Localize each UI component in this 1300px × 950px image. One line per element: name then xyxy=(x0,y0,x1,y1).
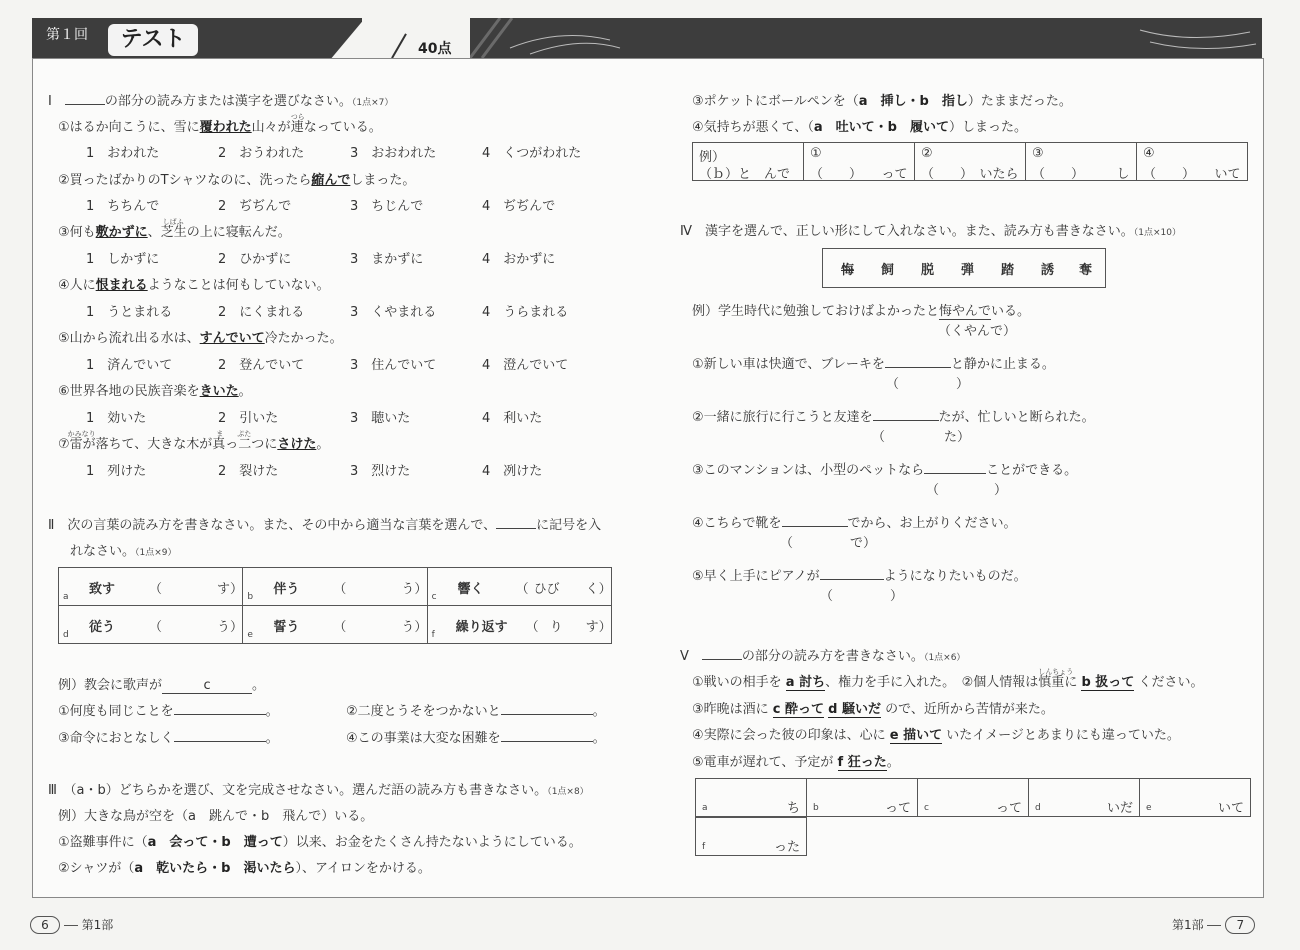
s4-q3: ③このマンションは、小型のペットなら ことができる。 xyxy=(692,463,1078,478)
s4-example: 例）学生時代に勉強しておけばよかったと悔やんでいる。 xyxy=(692,300,1030,320)
s2-example: 例）教会に歌声が c 。 xyxy=(58,678,266,693)
s4-q3-reading-close: ） xyxy=(994,483,1008,498)
section-3-heading: Ⅲ （a・b）どちらかを選び、文を完成させなさい。選んだ語の読み方も書きなさい。（1点×8） xyxy=(48,783,589,798)
s1-q1: ①はるか向こうに、雪に覆われた山々が つら 連なっている。 xyxy=(58,113,382,135)
s1-q6-option-4: 4 利いた xyxy=(482,411,543,426)
s5-answer-table xyxy=(695,778,1251,817)
section-2-heading-line2: れなさい。（1点×9） xyxy=(70,544,177,559)
kanji-choice: 踏 xyxy=(1001,263,1015,278)
section-2-heading: Ⅱ 次の言葉の読み方を書きなさい。また、その中から適当な言葉を選んで、 に記号を入 xyxy=(48,518,602,533)
header-stripes-icon xyxy=(470,18,1262,58)
kanji-choice: 脱 xyxy=(921,263,935,278)
part-label-right: 第1部 xyxy=(1172,918,1204,932)
s1-q4: ④人に恨まれるようなことは何もしていない。 xyxy=(58,278,330,293)
s1-q4-option-2: 2 にくまれる xyxy=(218,305,305,320)
s3-q3: ③ポケットにボールペンを（a 挿し・b 指し）たままだった。 xyxy=(692,94,1072,109)
footer-left xyxy=(30,916,113,934)
s2-word-table xyxy=(58,567,612,644)
s5-q4: ⑤電車が遅れて、予定が f 狂った。 xyxy=(692,755,900,770)
s5-answer-table-row2 xyxy=(695,817,807,856)
s3-answer-example: 例） （ｂ）と んで xyxy=(693,143,804,181)
kanji-choice: 弾 xyxy=(961,263,975,278)
s4-q2-reading-close: た） xyxy=(944,430,971,445)
s2-q1: ①何度も同じことを 。 xyxy=(58,704,279,719)
s4-q1: ①新しい車は快適で、ブレーキを と静かに止まる。 xyxy=(692,357,1055,372)
s1-q5: ⑤山から流れ出る水は、すんでいて冷たかった。 xyxy=(58,331,343,346)
kanji-choice: 奪 xyxy=(1079,263,1093,278)
s2-cell-b: b 伴う （ う） xyxy=(243,568,427,606)
s1-q4-option-4: 4 うらまれる xyxy=(482,305,569,320)
s5-q3: ④実際に会った彼の印象は、心に e 描いて いたイメージとあまりにも違っていた。 xyxy=(692,728,1180,743)
s4-q2-reading-open: （ xyxy=(872,430,886,445)
s1-q2-option-2: 2 ぢぢんで xyxy=(218,199,292,214)
s1-q6-option-1: 1 効いた xyxy=(86,411,147,426)
s1-q7-option-1: 1 列けた xyxy=(86,464,147,479)
s4-q4-reading-close: で） xyxy=(850,536,877,551)
kanji-choice: 悔 xyxy=(841,263,855,278)
page-number-left: 6 xyxy=(30,916,60,934)
footer-right xyxy=(1172,916,1255,934)
s1-q2-option-4: 4 ぢぢんで xyxy=(482,199,556,214)
s1-q3-option-1: 1 しかずに xyxy=(86,252,160,267)
s1-q7: ⑦ かみなり 雷が落ちて、大きな木が ま ぷた 真っ二つにさけた。 xyxy=(58,430,330,452)
s2-cell-e: e 誓う （ う） xyxy=(243,606,427,644)
s2-q2: ②二度とうそをつかないと 。 xyxy=(346,704,606,719)
s1-q7-option-4: 4 冽けた xyxy=(482,464,543,479)
kanji-choice: 飼 xyxy=(881,263,895,278)
s5-q2: ③昨晩は酒に c 酔って d 騒いだ ので、近所から苦情が来た。 xyxy=(692,702,1054,717)
s1-q3-option-3: 3 まかずに xyxy=(350,252,424,267)
s2-cell-f: f 繰り返す （ り す） xyxy=(427,606,611,644)
page-title: テスト xyxy=(108,24,198,56)
lesson-number: 第１回 xyxy=(46,27,88,43)
s3-q1: ①盗難事件に（a 会って・b 遭って）以来、お金をたくさん持たないようにしている。 xyxy=(58,835,582,850)
s5-answer-c: c って xyxy=(918,779,1029,817)
s3-answer-1: ① （ ） って xyxy=(804,143,915,181)
s3-q4: ④気持ちが悪くて、（a 吐いて・b 履いて）しまった。 xyxy=(692,120,1028,135)
s1-q5-option-1: 1 済んでいて xyxy=(86,358,173,373)
part-label-left: 第1部 xyxy=(81,918,114,932)
s1-q1-option-4: 4 くつがわれた xyxy=(482,146,582,161)
s1-q5-option-4: 4 澄んでいて xyxy=(482,358,569,373)
section-1-heading: Ⅰ の部分の読み方または漢字を選びなさい。（1点×7） xyxy=(48,94,394,109)
s1-q1-option-3: 3 おおわれた xyxy=(350,146,437,161)
s1-q5-option-3: 3 住んでいて xyxy=(350,358,437,373)
s4-q5-reading-open: （ xyxy=(820,589,834,604)
s2-cell-a: a 致す （ す） xyxy=(59,568,243,606)
s2-q3: ③命令におとなしく 。 xyxy=(58,731,279,746)
kanji-choice: 誘 xyxy=(1041,263,1055,278)
s3-answer-4: ④ （ ） いて xyxy=(1137,143,1248,181)
s5-answer-a: a ち xyxy=(696,779,807,817)
section-5-heading: Ⅴ の部分の読み方を書きなさい。（1点×6） xyxy=(680,649,966,664)
s4-q1-reading-close: ） xyxy=(956,377,970,392)
s1-q1-option-2: 2 おうわれた xyxy=(218,146,305,161)
s5-q1: ①戦いの相手を a 討ち、権力を手に入れた。 ②個人情報は しんちょう 慎重に b 扱って ください。 xyxy=(692,668,1204,690)
s2-cell-d: d 従う （ う） xyxy=(59,606,243,644)
s1-q7-option-3: 3 烈けた xyxy=(350,464,411,479)
s1-q5-option-2: 2 登んでいて xyxy=(218,358,305,373)
s2-cell-c: c 響く （ ひび く） xyxy=(427,568,611,606)
s5-answer-d: d いだ xyxy=(1029,779,1140,817)
s4-q5: ⑤早く上手にピアノが ようになりたいものだ。 xyxy=(692,569,1027,584)
s1-q3: ③何も敷かずに、 しばふ 芝生の上に寝転んだ。 xyxy=(58,218,291,240)
s1-q2-option-1: 1 ちちんで xyxy=(86,199,160,214)
s4-example-reading: （くやんで） xyxy=(938,324,1017,339)
s1-q1-option-1: 1 おわれた xyxy=(86,146,160,161)
page-number-right: 7 xyxy=(1225,916,1255,934)
s3-example: 例）大きな鳥が空を（a 跳んで・b 飛んで）いる。 xyxy=(58,809,374,824)
s3-answer-3: ③ （ ） し xyxy=(1026,143,1137,181)
s1-q2-option-3: 3 ちじんで xyxy=(350,199,424,214)
s4-q2: ②一緒に旅行に行こうと友達を たが、忙しいと断られた。 xyxy=(692,410,1095,425)
s2-q4: ④この事業は大変な困難を 。 xyxy=(346,731,606,746)
header-band-right xyxy=(470,18,1262,58)
section-4-heading: Ⅳ 漢字を選んで、正しい形にして入れなさい。また、読み方も書きなさい。（1点×10） xyxy=(680,224,1181,239)
s4-q4-reading-open: （ xyxy=(780,536,794,551)
s4-q4: ④こちらで靴を でから、お上がりください。 xyxy=(692,516,1017,531)
s4-q5-reading-close: ） xyxy=(890,589,904,604)
s1-q6: ⑥世界各地の民族音楽をきいた。 xyxy=(58,384,252,399)
s1-q3-option-2: 2 ひかずに xyxy=(218,252,292,267)
s3-answer-2: ② （ ） いたら xyxy=(915,143,1026,181)
s4-q1-reading-open: （ xyxy=(886,377,900,392)
s5-answer-e: e いて xyxy=(1140,779,1251,817)
s5-answer-f: f った xyxy=(696,818,807,856)
s1-q4-option-3: 3 くやまれる xyxy=(350,305,437,320)
s3-q2: ②シャツが（a 乾いたら・b 渇いたら）、アイロンをかける。 xyxy=(58,861,431,876)
kanji-choice-box xyxy=(822,248,1106,288)
s4-q3-reading-open: （ xyxy=(926,483,940,498)
s3-answer-table xyxy=(692,142,1248,181)
s1-q6-option-3: 3 聴いた xyxy=(350,411,411,426)
s1-q2: ②買ったばかりのTシャツなのに、洗ったら縮んでしまった。 xyxy=(58,173,416,188)
s1-q6-option-2: 2 引いた xyxy=(218,411,279,426)
s1-q4-option-1: 1 うとまれる xyxy=(86,305,173,320)
s5-answer-b: b って xyxy=(807,779,918,817)
s1-q7-option-2: 2 裂けた xyxy=(218,464,279,479)
score-total: 40点 xyxy=(398,38,451,58)
s1-q3-option-4: 4 おかずに xyxy=(482,252,556,267)
